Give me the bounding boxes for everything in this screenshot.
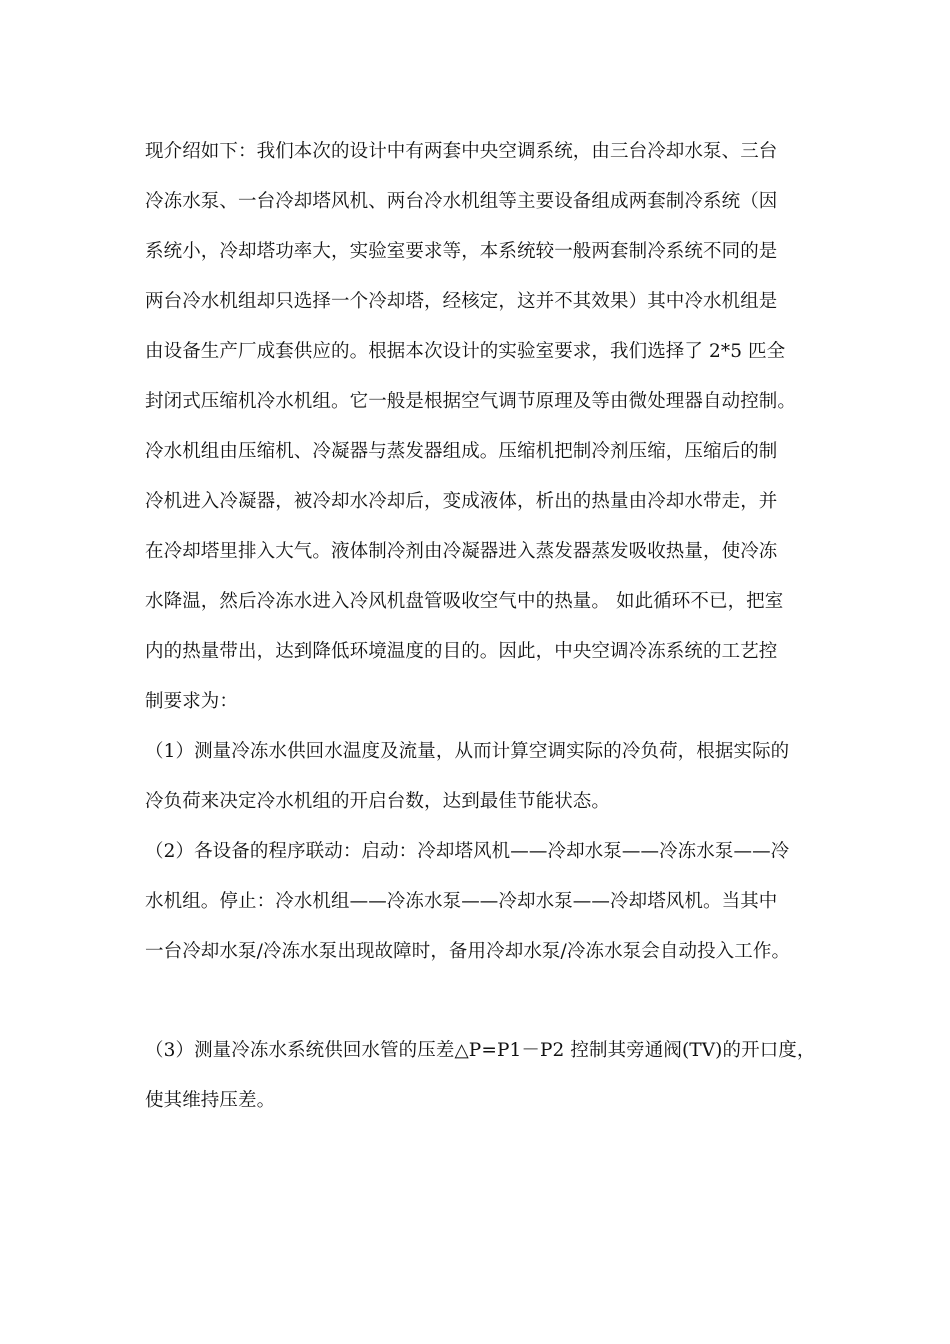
list-item-3-line: （3）测量冷冻水系统供回水管的压差△P=P1－P2 控制其旁通阀(TV)的开口度，	[145, 1040, 816, 1061]
list-item-1-line: 冷负荷来决定冷水机组的开启台数，达到最佳节能状态。	[145, 791, 611, 812]
list-item-3-line: 使其维持压差。	[145, 1090, 276, 1111]
paragraph-line: 冷机进入冷凝器，被冷却水冷却后，变成液体，析出的热量由冷却水带走，并	[145, 491, 778, 512]
paragraph-line: 冷水机组由压缩机、冷凝器与蒸发器组成。压缩机把制冷剂压缩，压缩后的制	[145, 441, 778, 462]
list-item-2-line: 一台冷却水泵/冷冻水泵出现故障时，备用冷却水泵/冷冻水泵会自动投入工作。	[145, 941, 791, 962]
paragraph-line: 制要求为：	[145, 691, 239, 712]
paragraph-line: 水降温，然后冷冻水进入冷风机盘管吸收空气中的热量。 如此循环不已，把室	[145, 591, 784, 612]
list-item-1-line: （1）测量冷冻水供回水温度及流量，从而计算空调实际的冷负荷，根据实际的	[145, 741, 790, 762]
paragraph-line: 内的热量带出，达到降低环境温度的目的。因此，中央空调冷冻系统的工艺控	[145, 641, 778, 662]
list-item-2-line: 水机组。停止：冷水机组——冷冻水泵——冷却水泵——冷却塔风机。当其中	[145, 891, 778, 912]
paragraph-line: 现介绍如下：我们本次的设计中有两套中央空调系统，由三台冷却水泵、三台	[145, 141, 778, 162]
paragraph-line: 封闭式压缩机冷水机组。它一般是根据空气调节原理及等由微处理器自动控制。	[145, 391, 797, 412]
paragraph-line: 由设备生产厂成套供应的。根据本次设计的实验室要求，我们选择了 2*5 匹全	[145, 341, 786, 362]
paragraph-line: 两台冷水机组却只选择一个冷却塔，经核定，这并不其效果）其中冷水机组是	[145, 291, 778, 312]
paragraph-line: 系统小，冷却塔功率大，实验室要求等，本系统较一般两套制冷系统不同的是	[145, 241, 778, 262]
paragraph-line: 冷冻水泵、一台冷却塔风机、两台冷水机组等主要设备组成两套制冷系统（因	[145, 191, 778, 212]
list-item-2-line: （2）各设备的程序联动：启动：冷却塔风机——冷却水泵——冷冻水泵——冷	[145, 841, 790, 862]
paragraph-line: 在冷却塔里排入大气。液体制冷剂由冷凝器进入蒸发器蒸发吸收热量，使冷冻	[145, 541, 778, 562]
